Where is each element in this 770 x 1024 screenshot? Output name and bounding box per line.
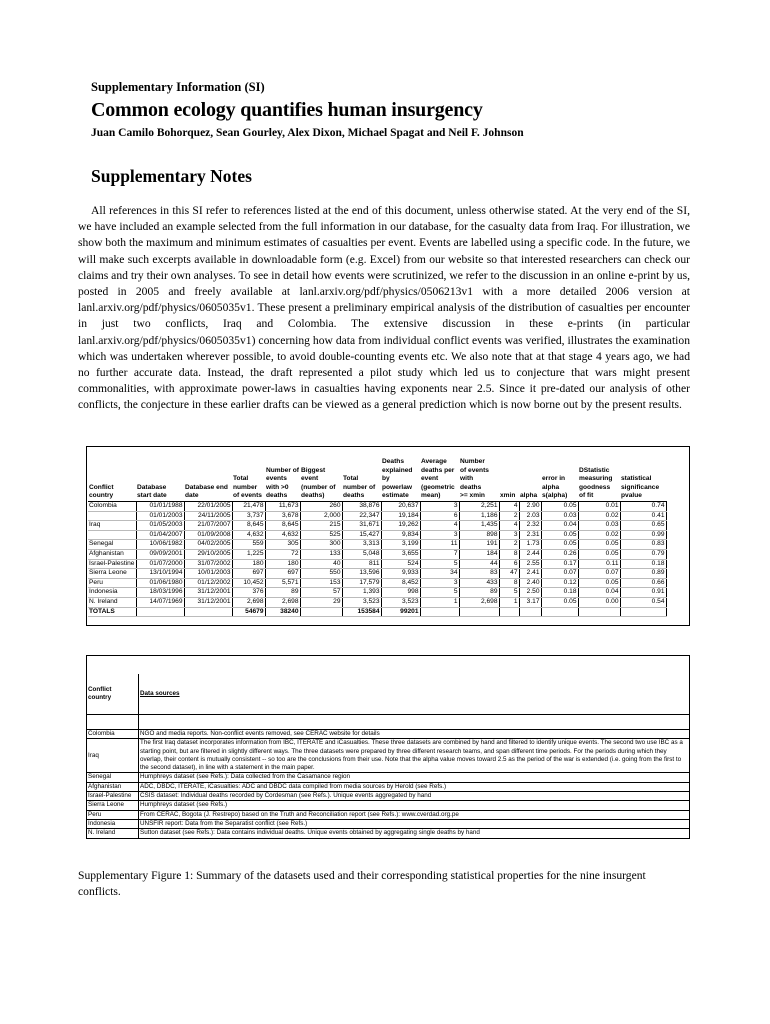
table-cell: 22/01/2005	[184, 501, 232, 511]
table-cell: 998	[381, 588, 420, 598]
table-cell: 89	[459, 588, 499, 598]
table-cell: 0.65	[620, 521, 666, 531]
table-cell: 433	[459, 578, 499, 588]
data-sources-header	[87, 674, 689, 715]
table-cell: 38,876	[342, 501, 381, 511]
col-header: xmin	[499, 458, 519, 501]
table-row	[88, 530, 666, 540]
table-cell: 0.89	[620, 569, 666, 579]
table-cell: 01/07/2000	[136, 559, 184, 569]
table-cell: 11	[420, 540, 459, 550]
col-header: Total number of events	[232, 458, 265, 501]
table-row	[87, 792, 689, 801]
table-cell: 5	[420, 559, 459, 569]
table-cell: 47	[499, 569, 519, 579]
source-cell: Humphreys dataset (see Refs.)	[139, 801, 690, 810]
col-header: Data sources	[139, 674, 690, 715]
source-cell: Sutton dataset (see Refs.): Data contains individual deaths. Unique events obtained by aggregating single deaths by hand	[139, 829, 690, 838]
table-cell: 2.40	[519, 578, 541, 588]
table-cell: 180	[232, 559, 265, 569]
table-row	[87, 773, 689, 782]
table-cell	[578, 607, 620, 617]
table-cell: Iraq	[88, 521, 136, 531]
col-header: error in alpha s(alpha)	[541, 458, 578, 501]
country-cell: Senegal	[87, 773, 139, 782]
table-cell: 3,678	[265, 511, 300, 521]
table-cell: 54679	[232, 607, 265, 617]
table-cell: 29	[300, 597, 342, 607]
source-cell: UNSFIR report: Data from the Separatist conflict (see Refs.)	[139, 819, 690, 828]
table-cell: 1,393	[342, 588, 381, 598]
table-cell: 11,673	[265, 501, 300, 511]
table-cell	[519, 607, 541, 617]
table-cell: 19,262	[381, 521, 420, 531]
col-header: Database start date	[136, 458, 184, 501]
table-cell: 4,632	[265, 530, 300, 540]
table-cell: 20,637	[381, 501, 420, 511]
table-cell: 31,671	[342, 521, 381, 531]
si-label: Supplementary Information (SI)	[91, 80, 265, 94]
table-cell: 550	[300, 569, 342, 579]
table-cell: 697	[232, 569, 265, 579]
table-cell: 34	[420, 569, 459, 579]
table-cell: 153	[300, 578, 342, 588]
table-cell: 898	[459, 530, 499, 540]
body-text-3: These present a preliminary empirical analysis of the distribution of casualties per encounter in just two conflicts, Iraq and Colombia. The extensive discussion in these e-prints (in particular	[78, 301, 690, 331]
country-cell: Iraq	[87, 739, 139, 773]
table-cell: 0.17	[541, 559, 578, 569]
table-cell: 3,655	[381, 549, 420, 559]
col-header: Average deaths per event (geometric mean)	[420, 458, 459, 501]
table-cell: 13,596	[342, 569, 381, 579]
table-cell: Indonesia	[88, 588, 136, 598]
table-cell: 3	[420, 578, 459, 588]
table-cell: 15,427	[342, 530, 381, 540]
table-cell: 31/12/2001	[184, 588, 232, 598]
table-cell: 1,186	[459, 511, 499, 521]
table-cell: 191	[459, 540, 499, 550]
table-cell: 8,645	[232, 521, 265, 531]
table-cell: 180	[265, 559, 300, 569]
table-row	[88, 540, 666, 550]
table-cell: 4	[499, 521, 519, 531]
spacer-cell	[87, 715, 139, 730]
table-cell: 0.74	[620, 501, 666, 511]
table-cell: 17,579	[342, 578, 381, 588]
table-cell: 0.02	[578, 511, 620, 521]
col-header: Database end date	[184, 458, 232, 501]
table-cell: 260	[300, 501, 342, 511]
table-row	[88, 559, 666, 569]
table-cell: 31/07/2002	[184, 559, 232, 569]
table-cell: Peru	[88, 578, 136, 588]
table-row	[88, 569, 666, 579]
table-cell: 0.83	[620, 540, 666, 550]
table-row	[88, 521, 666, 531]
table-cell: 3,523	[342, 597, 381, 607]
table-cell: 9,834	[381, 530, 420, 540]
table-row	[87, 810, 689, 819]
table-cell: 0.99	[620, 530, 666, 540]
table-cell: 83	[459, 569, 499, 579]
totals-row	[88, 607, 666, 617]
body-text-4: concerning how data from individual conflict events was verified, illustrates the examination which was undertaken wherever possible, to avoid double-counting events etc. We also note that at that stage 4 years ago, we had no further accurate data. Instead, the draft represented a pilot study which led us to conjecture that wars might present commonalities, with approximate power-laws in casualties having exponents near 2.5. Since it pre-dated our analysis of other conflicts, the conjecture in these earlier drafts can be viewed as a general prediction which is now borne out by the present results.	[78, 333, 690, 412]
table-cell: 0.07	[578, 569, 620, 579]
table-cell: 215	[300, 521, 342, 531]
table-cell: Colombia	[88, 501, 136, 511]
table-cell: 01/06/1980	[136, 578, 184, 588]
table-cell: 525	[300, 530, 342, 540]
table-cell: 5	[499, 588, 519, 598]
table-cell: 5	[420, 588, 459, 598]
table-cell: 01/04/2007	[136, 530, 184, 540]
table-cell: 2.41	[519, 569, 541, 579]
table-cell: 0.04	[578, 588, 620, 598]
table-cell: 8	[499, 578, 519, 588]
col-header: Total number of deaths	[342, 458, 381, 501]
table-cell: 2.03	[519, 511, 541, 521]
table-cell: 3	[499, 530, 519, 540]
table-cell: 0.07	[541, 569, 578, 579]
table-cell: 3,199	[381, 540, 420, 550]
table-cell: 2	[499, 511, 519, 521]
col-header: Conflict country	[87, 674, 139, 715]
table-cell: 300	[300, 540, 342, 550]
table-cell: 0.03	[578, 521, 620, 531]
table-cell: 811	[342, 559, 381, 569]
table-cell: Afghanistan	[88, 549, 136, 559]
table-cell: 0.91	[620, 588, 666, 598]
table-cell: 3,313	[342, 540, 381, 550]
table-cell: 13/10/1994	[136, 569, 184, 579]
col-header: Number of events with deaths >= xmin	[459, 458, 499, 501]
table-cell: 0.05	[541, 540, 578, 550]
table-cell: 0.01	[578, 501, 620, 511]
data-sources-table	[86, 655, 690, 839]
table-cell: 0.05	[541, 501, 578, 511]
table-cell: 3,523	[381, 597, 420, 607]
table-cell: 3	[420, 530, 459, 540]
arxiv-link-1[interactable]: lanl.arxiv.org/pdf/physics/0506213v1	[299, 285, 474, 299]
table-cell: 21/07/2007	[184, 521, 232, 531]
table-cell	[300, 607, 342, 617]
table-cell: 4	[499, 501, 519, 511]
table-cell: 0.54	[620, 597, 666, 607]
country-cell: Indonesia	[87, 819, 139, 828]
table-cell: 72	[265, 549, 300, 559]
table-cell: 4	[420, 521, 459, 531]
table-cell	[136, 607, 184, 617]
table-cell: Israel-Palestine	[88, 559, 136, 569]
table-cell: 0.05	[578, 540, 620, 550]
table-cell: 38240	[265, 607, 300, 617]
table-cell: 3	[420, 501, 459, 511]
table-cell: 10/06/1982	[136, 540, 184, 550]
table-cell: 0.26	[541, 549, 578, 559]
table-row	[87, 801, 689, 810]
table-cell: 697	[265, 569, 300, 579]
table-cell: 2,698	[232, 597, 265, 607]
table-cell: 5,571	[265, 578, 300, 588]
arxiv-link-3[interactable]: lanl.arxiv.org/pdf/physics/0605035v1)	[78, 333, 256, 347]
table-cell: 2,698	[265, 597, 300, 607]
country-cell: Israel-Palestine	[87, 792, 139, 801]
paper-title: Common ecology quantifies human insurgency	[91, 99, 483, 121]
table-cell: 1,225	[232, 549, 265, 559]
table-cell: 2.55	[519, 559, 541, 569]
table-cell: 0.79	[620, 549, 666, 559]
col-header: Biggest event (number of deaths)	[300, 458, 342, 501]
table-cell: 22,347	[342, 511, 381, 521]
table-cell: 31/12/2001	[184, 597, 232, 607]
table-cell: 0.02	[578, 530, 620, 540]
table-cell: 2.32	[519, 521, 541, 531]
table-cell: 7	[420, 549, 459, 559]
table-cell: 99201	[381, 607, 420, 617]
spacer-row	[87, 715, 689, 730]
table-cell: 2,000	[300, 511, 342, 521]
source-cell: From CERAC, Bogota (J. Restrepo) based on the Truth and Reconciliation report (see Refs.): www.cverdad.org.pe	[139, 810, 690, 819]
table-cell: 1.73	[519, 540, 541, 550]
table-row	[88, 549, 666, 559]
table-row	[87, 819, 689, 828]
col-header: DStatistic measuring goodness of fit	[578, 458, 620, 501]
table-cell: 01/01/1988	[136, 501, 184, 511]
statistics-table-header	[88, 458, 666, 501]
table-cell: 01/05/2003	[136, 521, 184, 531]
table-cell: 184	[459, 549, 499, 559]
table-cell	[88, 530, 136, 540]
table-cell: 0.18	[620, 559, 666, 569]
country-cell: Afghanistan	[87, 782, 139, 791]
table-cell: 09/09/2001	[136, 549, 184, 559]
table-cell: 0.05	[578, 549, 620, 559]
table-cell: 0.03	[541, 511, 578, 521]
col-header: alpha	[519, 458, 541, 501]
table-cell	[620, 607, 666, 617]
table-cell: 6	[499, 559, 519, 569]
table-cell: 2,251	[459, 501, 499, 511]
table-cell: 0.05	[578, 578, 620, 588]
table-cell: 44	[459, 559, 499, 569]
table-cell: 153584	[342, 607, 381, 617]
section-title: Supplementary Notes	[91, 166, 252, 186]
spacer-cell	[139, 715, 690, 730]
figure-caption: Supplementary Figure 1: Summary of the datasets used and their corresponding statistical properties for the nine insurgent conflicts.	[78, 869, 646, 898]
table-cell: 1	[499, 597, 519, 607]
table-cell: 6	[420, 511, 459, 521]
arxiv-link-2[interactable]: lanl.arxiv.org/pdf/physics/0605035v1.	[78, 301, 255, 315]
table-cell: 0.66	[620, 578, 666, 588]
table-cell: 0.00	[578, 597, 620, 607]
table-cell: 10/01/2003	[184, 569, 232, 579]
table-cell: 0.18	[541, 588, 578, 598]
table-cell: Sierra Leone	[88, 569, 136, 579]
table-cell: 3.17	[519, 597, 541, 607]
table-cell: Senegal	[88, 540, 136, 550]
table-cell	[541, 607, 578, 617]
col-header: Number of events with >0 deaths	[265, 458, 300, 501]
body-text-1: All references in this SI refer to references listed at the end of this document, unless otherwise stated. At the very end of the SI, we have included an example selected from the full information in our database, for the casualty data from Iraq. For illustration, we show both the maximum and minimum estimates of casualties per event. Events are labelled using a specific code. In the future, we will make such excerpts available in downloadable form (e.g. Excel) from our website so that interested researchers can check our claims and try their own analyses. To see in detail how events were scrutinized, we refer to the discussion in an online e-print by us, posted in 2005 and freely available at	[78, 204, 690, 299]
table-cell: 14/07/1969	[136, 597, 184, 607]
table-cell: 8,645	[265, 521, 300, 531]
table-cell: 0.12	[541, 578, 578, 588]
table-cell: 0.05	[541, 597, 578, 607]
table-cell: 01/01/2003	[136, 511, 184, 521]
table-cell: 559	[232, 540, 265, 550]
table-cell: 2.50	[519, 588, 541, 598]
table-cell: 2.90	[519, 501, 541, 511]
table-cell: 524	[381, 559, 420, 569]
table-cell: 89	[265, 588, 300, 598]
table-cell: 0.11	[578, 559, 620, 569]
table-row	[88, 511, 666, 521]
country-cell: Sierra Leone	[87, 801, 139, 810]
table-cell: 40	[300, 559, 342, 569]
table-cell: 2	[499, 540, 519, 550]
table-cell: 0.04	[541, 521, 578, 531]
table-row	[88, 578, 666, 588]
table-cell: N. Ireland	[88, 597, 136, 607]
table-cell: 04/02/2005	[184, 540, 232, 550]
table-cell	[184, 607, 232, 617]
table-cell: 376	[232, 588, 265, 598]
table-cell: TOTALS	[88, 607, 136, 617]
table-cell: 4,632	[232, 530, 265, 540]
table-cell: 24/11/2005	[184, 511, 232, 521]
source-cell: ADC, DBDC, ITERATE, iCasualties: ADC and DBDC data compiled from media sources by Herold (see Refs.)	[139, 782, 690, 791]
table-cell: 01/09/2008	[184, 530, 232, 540]
table-cell: 2.31	[519, 530, 541, 540]
table-row	[88, 588, 666, 598]
author-list: Juan Camilo Bohorquez, Sean Gourley, Alex Dixon, Michael Spagat and Neil F. Johnson	[91, 127, 524, 139]
table-cell: 3,737	[232, 511, 265, 521]
body-text-2: with a more detailed 2006 version at	[482, 285, 690, 299]
source-cell: NGO and media reports. Non-conflict events removed, see CERAC website for details	[139, 730, 690, 739]
table-cell: 18/03/1996	[136, 588, 184, 598]
table-cell: 0.05	[541, 530, 578, 540]
table-cell	[420, 607, 459, 617]
table-cell: 8,452	[381, 578, 420, 588]
table-cell: 9,933	[381, 569, 420, 579]
table-row	[87, 782, 689, 791]
table-cell	[499, 607, 519, 617]
col-header: statistical significance pvalue	[620, 458, 666, 501]
paper-header	[91, 80, 701, 139]
table-cell: 21,478	[232, 501, 265, 511]
table-cell: 5,048	[342, 549, 381, 559]
table-cell: 10,452	[232, 578, 265, 588]
col-header: Conflict country	[88, 458, 136, 501]
col-header: Deaths explained by powerlaw estimate	[381, 458, 420, 501]
table-cell: 29/10/2005	[184, 549, 232, 559]
table-cell: 8	[499, 549, 519, 559]
table-cell	[88, 511, 136, 521]
table-row	[87, 829, 689, 838]
table-cell: 1,435	[459, 521, 499, 531]
table-cell: 01/12/2002	[184, 578, 232, 588]
table-cell: 19,184	[381, 511, 420, 521]
table-cell: 1	[420, 597, 459, 607]
country-cell: N. Ireland	[87, 829, 139, 838]
table-row	[88, 597, 666, 607]
body-paragraph	[78, 203, 690, 414]
table-cell: 57	[300, 588, 342, 598]
table-row	[88, 501, 666, 511]
table-row	[87, 739, 689, 773]
statistics-table	[86, 446, 690, 626]
table-cell: 305	[265, 540, 300, 550]
country-cell: Colombia	[87, 730, 139, 739]
country-cell: Peru	[87, 810, 139, 819]
source-cell: The first Iraq dataset incorporates information from IBC, ITERATE and iCasualties. These three datasets are combined by hand and filtered to identify unique events. The second two use IBC as a starting point, but are filtered in slightly different ways. The three datasets were prepared by three different research teams, and span different time periods. For the periods during which they overlap, their content is mutually consistent -- so too are the conclusions from their use. Note that the alpha value moves toward 2.5 as the period of the war is extended (i.e. going from the first to the second dataset), in line with a statement in the main paper.	[139, 739, 690, 773]
source-cell: Humphreys dataset (see Refs.): Data collected from the Casamance region	[139, 773, 690, 782]
table-cell: 2,698	[459, 597, 499, 607]
table-cell: 2.44	[519, 549, 541, 559]
source-cell: CSIS dataset: Individual deaths recorded by Cordesman (see Refs.). Unique events aggregated by hand	[139, 792, 690, 801]
table-row	[87, 730, 689, 739]
table-cell: 0.41	[620, 511, 666, 521]
table-cell: 133	[300, 549, 342, 559]
table-cell	[459, 607, 499, 617]
